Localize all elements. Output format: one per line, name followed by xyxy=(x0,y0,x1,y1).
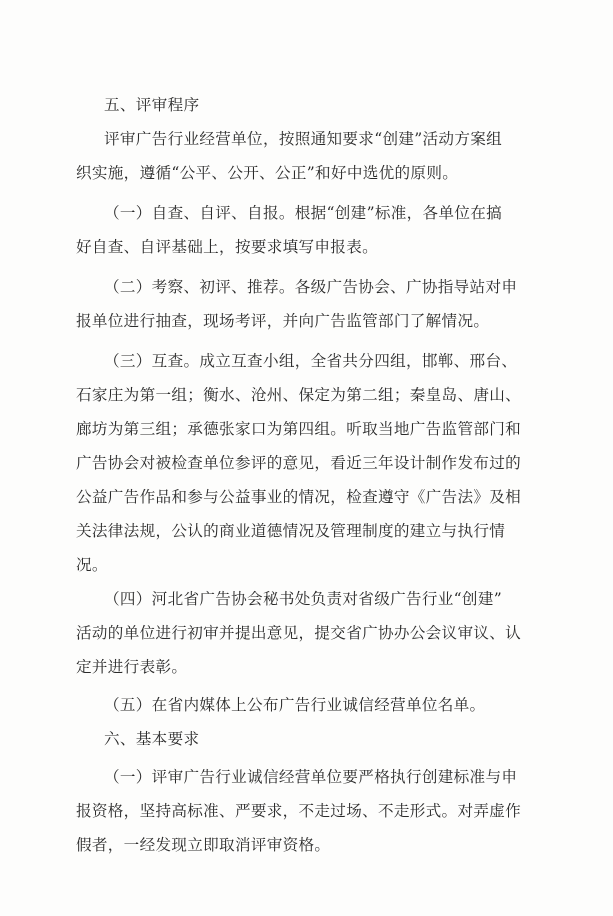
section-5-item-5-line: （五）在省内媒体上公布广告行业诚信经营单位名单。 xyxy=(104,696,486,714)
section-5-item-3-line: （三）互查。成立互查小组，全省共分四组，邯郸、邢台、 xyxy=(104,352,518,370)
section-6-heading: 六、基本要求 xyxy=(104,730,200,748)
section-5-item-3-line: 石家庄为第一组；衡水、沧州、保定为第二组；秦皇岛、唐山、 xyxy=(76,386,522,404)
section-5-item-1-line: （一）自查、自评、自报。根据“创建”标准，各单位在搞 xyxy=(104,204,502,222)
section-5-heading: 五、评审程序 xyxy=(104,96,200,114)
section-5-item-3-line: 关法律法规，公认的商业道德情况及管理制度的建立与执行情 xyxy=(76,522,506,540)
section-5-item-4-line: 定并进行表彰。 xyxy=(76,658,188,676)
section-6-item-1-line: （一）评审广告行业诚信经营单位要严格执行创建标准与申 xyxy=(104,768,518,786)
section-5-item-2-line: 报单位进行抽查，现场考评，并向广告监管部门了解情况。 xyxy=(76,312,490,330)
section-5-item-3-line: 公益广告作品和参与公益事业的情况，检查遵守《广告法》及相 xyxy=(76,488,522,506)
section-5-item-3-line: 况。 xyxy=(76,556,108,574)
section-5-item-3-line: 广告协会对被检查单位参评的意见，看近三年设计制作发布过的 xyxy=(76,454,522,472)
section-5-intro-line: 织实施，遵循“公平、公开、公正”和好中选优的原则。 xyxy=(76,164,459,182)
section-5-intro-line: 评审广告行业经营单位，按照通知要求“创建”活动方案组 xyxy=(104,130,502,148)
section-5-item-4-line: （四）河北省广告协会秘书处负责对省级广告行业“创建” xyxy=(104,590,502,608)
section-5-item-4-line: 活动的单位进行初审并提出意见，提交省广协办公会议审议、认 xyxy=(76,624,522,642)
section-5-item-1-line: 好自查、自评基础上，按要求填写申报表。 xyxy=(76,238,378,256)
section-6-item-1-line: 假者，一经发现立即取消评审资格。 xyxy=(76,836,331,854)
section-6-item-1-line: 报资格，坚持高标准、严要求，不走过场、不走形式。对弄虚作 xyxy=(76,802,522,820)
section-5-item-2-line: （二）考察、初评、推荐。各级广告协会、广协指导站对申 xyxy=(104,278,518,296)
section-5-item-3-line: 廊坊为第三组；承德张家口为第四组。听取当地广告监管部门和 xyxy=(76,420,522,438)
